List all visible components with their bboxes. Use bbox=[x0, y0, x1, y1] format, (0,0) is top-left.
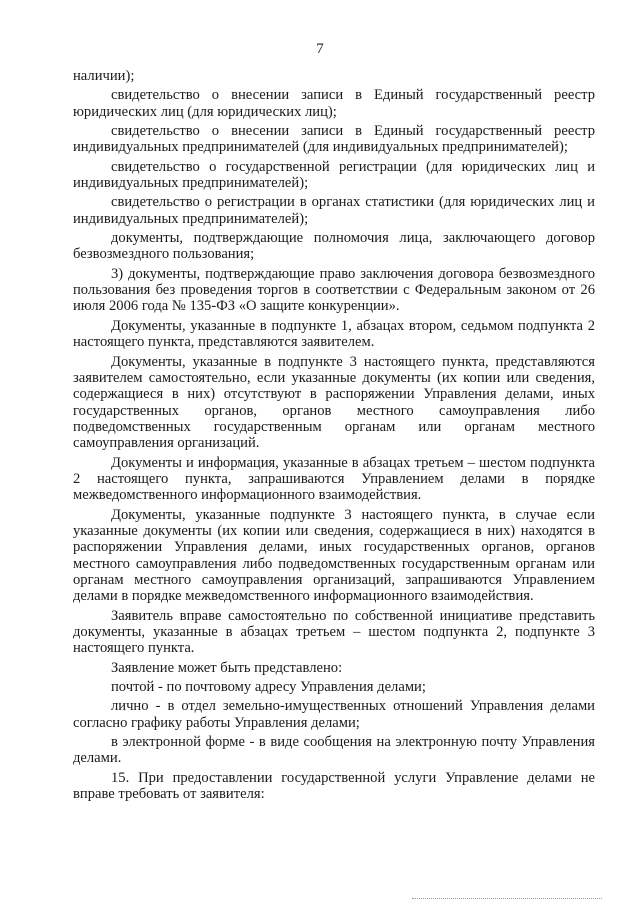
paragraph-submission-electronic: в электронной форме - в виде сообщения на электронную почту Управления делами. bbox=[73, 734, 595, 767]
paragraph-interagency-request: Документы и информация, указанные в абзацах третьем – шестом подпункта 2 настоящего пункта, запрашиваются Управлением делами в порядке межведомственного информационного взаимодействия. bbox=[73, 454, 595, 504]
paragraph-egrul-certificate: свидетельство о внесении записи в Единый государственный реестр юридических лиц (для юридических лиц); bbox=[73, 87, 595, 120]
paragraph-authority-documents: документы, подтверждающие полномочия лица, заключающего договор безвозмездного пользования; bbox=[73, 230, 595, 263]
paragraph-continuation: наличии); bbox=[73, 68, 135, 84]
paragraph-submission-in-person: лично - в отдел земельно-имущественных отношений Управления делами согласно графику работы Управления делами; bbox=[73, 698, 595, 731]
paragraph-interagency-subpoint-3: Документы, указанные подпункте 3 настоящего пункта, в случае если указанные документы (их копии или сведения, содержащиеся в них) находятся в распоряжении Управления делами, иных государственных органов, органов местного самоуправления либо подведомственных государственным органам или органам местного самоуправления организаций, запрашиваются Управлением делами в порядке межведомственного информационного взаимодействия. bbox=[73, 506, 595, 605]
paragraph-self-submitted-documents: Документы, указанные в подпункте 3 настоящего пункта, представляются заявителем самостоятельно, если указанные документы (их копии или сведения, содержащиеся в них) отсутствуют в распоряжении Управления делами, иных государственных органов, органов местного самоуправления либо подведомственных государственным органам или органам местного самоуправления организаций. bbox=[73, 353, 595, 452]
page-number: 7 bbox=[316, 41, 324, 57]
document-body bbox=[73, 68, 595, 805]
paragraph-subpoint-3: 3) документы, подтверждающие право заключения договора безвозмездного пользования без проведения торгов в соответствии с Федеральным законом от 26 июля 2006 года № 135-ФЗ «О защите конкуренции». bbox=[73, 265, 595, 315]
paragraph-statistics-registration: свидетельство о регистрации в органах статистики (для юридических лиц и индивидуальных предпринимателей); bbox=[73, 194, 595, 227]
scan-edge-mark bbox=[412, 898, 602, 900]
paragraph-own-initiative: Заявитель вправе самостоятельно по собственной инициативе представить документы, указанные в абзацах третьем – шестом подпункта 2, подпункте 3 настоящего пункта. bbox=[73, 607, 595, 657]
paragraph-submission-mail: почтой - по почтовому адресу Управления делами; bbox=[111, 679, 426, 696]
paragraph-egrip-certificate: свидетельство о внесении записи в Единый государственный реестр индивидуальных предпринимателей (для индивидуальных предпринимателей); bbox=[73, 123, 595, 156]
paragraph-applicant-documents: Документы, указанные в подпункте 1, абзацах втором, седьмом подпункта 2 настоящего пункта, представляются заявителем. bbox=[73, 317, 595, 351]
paragraph-state-registration: свидетельство о государственной регистрации (для юридических лиц и индивидуальных предпринимателей); bbox=[73, 158, 595, 192]
paragraph-submission-intro: Заявление может быть представлено: bbox=[111, 659, 343, 676]
paragraph-point-15: 15. При предоставлении государственной услуги Управление делами не вправе требовать от заявителя: bbox=[73, 769, 595, 803]
